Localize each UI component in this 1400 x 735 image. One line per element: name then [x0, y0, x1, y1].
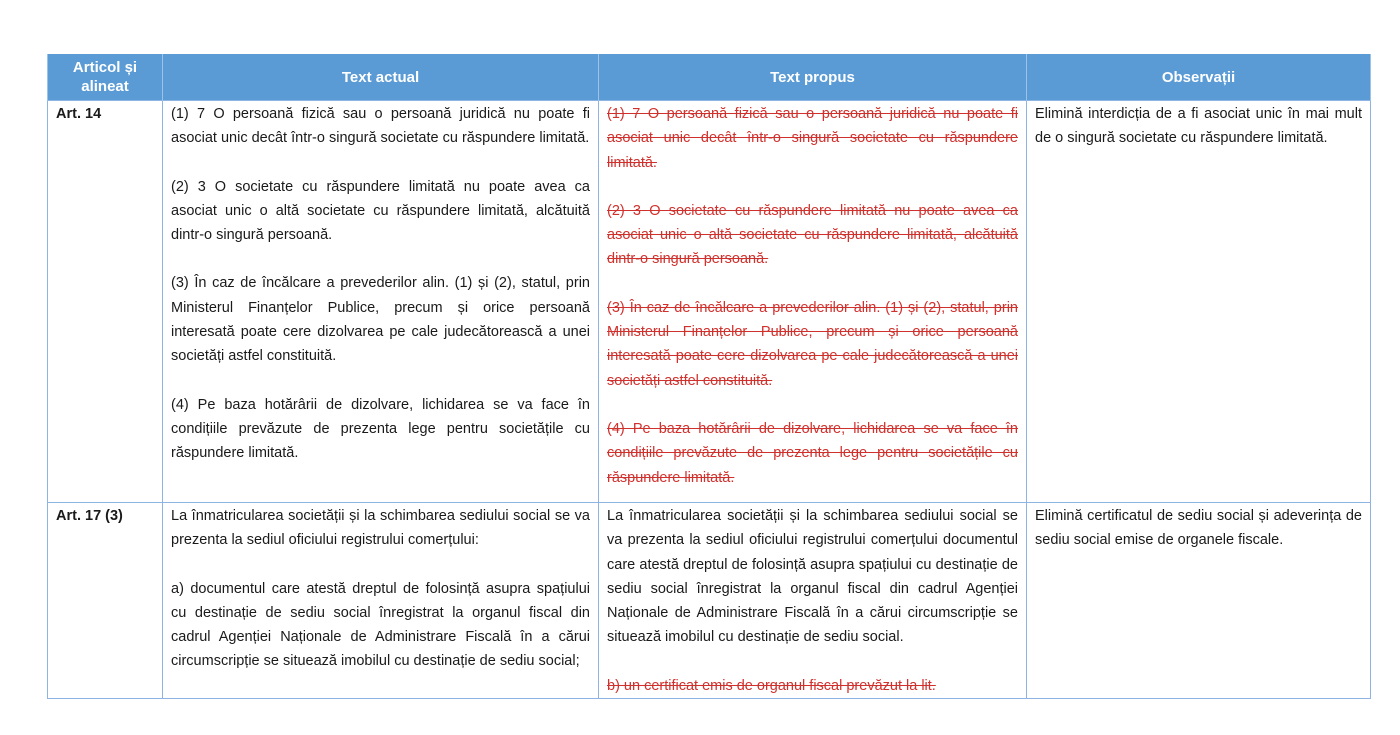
proposed-text-cell	[599, 503, 1027, 699]
article-cell: Art. 17 (3)	[48, 503, 163, 699]
paragraph: La înmatricularea societății și la schimbarea sediului social se va prezenta la sediul oficiului registrului comerțului:	[171, 508, 590, 549]
deleted-paragraph: (3) În caz de încălcare a prevederilor alin. (1) și (2), statul, prin Ministerul Finanțelor Publice, precum și orice persoană interesată poate cere dizolvarea pe cale judecătorească a unei societăți astfel constituită.	[607, 299, 1018, 389]
header-observations: Observații	[1027, 54, 1371, 101]
paragraph: La înmatricularea societății și la schimbarea sediului social se va prezenta la sediul oficiului registrului comerțului documentul care atestă dreptul de folosință asupra spațiului cu destinație de sediu social înregistrat la organul fiscal din cadrul Agenției Naționale de Administrare Fiscală în a cărui circumscripție se situează imobilul cu destinație de sediu social.	[607, 508, 1018, 646]
article-cell: Art. 14	[48, 101, 163, 503]
current-text-cell	[163, 101, 599, 503]
table-header-row	[48, 54, 1371, 101]
header-article: Articol și alineat	[48, 54, 163, 101]
paragraph: Elimină interdicția de a fi asociat unic în mai mult de o singură societate cu răspundere limitată.	[1035, 106, 1362, 147]
deleted-paragraph: b) un certificat emis de organul fiscal prevăzut la lit.	[607, 677, 936, 694]
observation-cell	[1027, 101, 1371, 503]
deleted-paragraph: (2) 3 O societate cu răspundere limitată nu poate avea ca asociat unic o altă societate cu răspundere limitată, alcătuită dintr-o singură persoană.	[607, 202, 1018, 268]
header-current-text: Text actual	[163, 54, 599, 101]
paragraph: (2) 3 O societate cu răspundere limitată nu poate avea ca asociat unic o altă societate cu răspundere limitată, alcătuită dintr-o singură persoană.	[171, 178, 590, 244]
paragraph: (3) În caz de încălcare a prevederilor alin. (1) și (2), statul, prin Ministerul Finanțelor Publice, precum și orice persoană interesată poate cere dizolvarea pe cale judecătorească a unei societăți astfel constituită.	[171, 275, 590, 365]
deleted-paragraph: (1) 7 O persoană fizică sau o persoană juridică nu poate fi asociat unic decât într-o singură societate cu răspundere limitată.	[607, 106, 1018, 171]
deleted-paragraph: (4) Pe baza hotărârii de dizolvare, lichidarea se va face în condițiile prevăzute de prezenta lege pentru societățile cu răspundere limitată.	[607, 420, 1018, 486]
current-text-cell	[163, 503, 599, 699]
table-row	[48, 503, 1371, 699]
table-row	[48, 101, 1371, 503]
header-proposed-text: Text propus	[599, 54, 1027, 101]
proposed-text-cell	[599, 101, 1027, 503]
observation-cell	[1027, 503, 1371, 699]
paragraph: a) documentul care atestă dreptul de folosință asupra spațiului cu destinație de sediu social înregistrat la organul fiscal din cadrul Agenției Naționale de Administrare Fiscală în a cărui circumscripție se situează imobilul cu destinație de sediu social;	[171, 580, 590, 670]
paragraph: (1) 7 O persoană fizică sau o persoană juridică nu poate fi asociat unic decât într-o singură societate cu răspundere limitată.	[171, 106, 590, 147]
comparison-table	[47, 54, 1371, 699]
paragraph: (4) Pe baza hotărârii de dizolvare, lichidarea se va face în condițiile prevăzute de prezenta lege pentru societățile cu răspundere limitată.	[171, 396, 590, 462]
paragraph: Elimină certificatul de sediu social și adeverința de sediu social emise de organele fiscale.	[1035, 508, 1362, 549]
